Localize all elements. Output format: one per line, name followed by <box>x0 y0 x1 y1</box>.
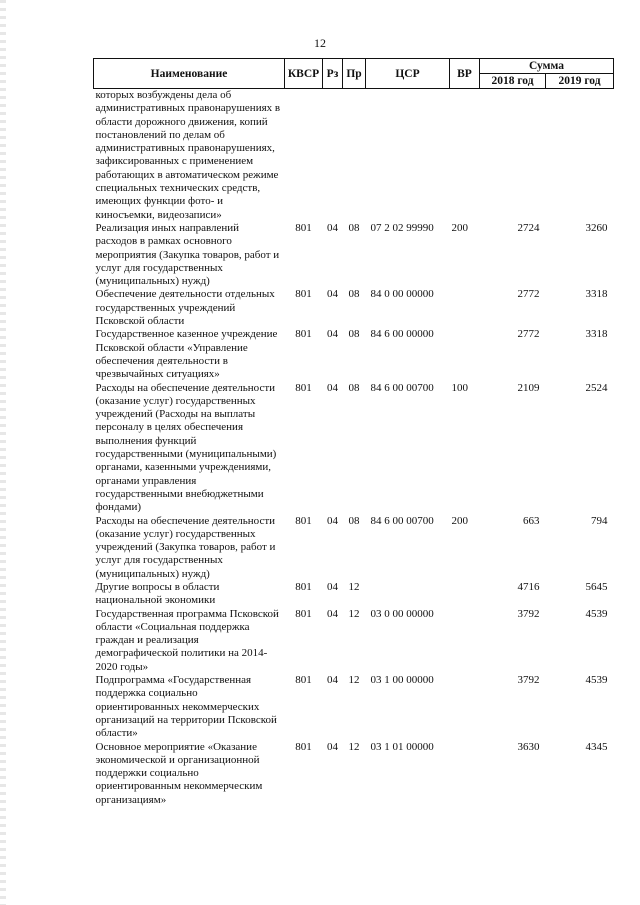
cell-vr <box>450 288 480 328</box>
cell-vr <box>450 608 480 674</box>
cell-name: Обеспечение деятельности отдельных государственных учреждений Псковской области <box>95 288 275 328</box>
cell-sum-2018: 2109 <box>517 381 540 394</box>
table-row <box>94 674 614 740</box>
header-year-2019: 2019 год <box>546 74 614 89</box>
cell-sum-2019: 4345 <box>585 740 608 753</box>
cell-rz: 04 <box>327 580 338 593</box>
cell-sum-2019: 3318 <box>585 288 608 301</box>
cell-csr: 07 2 02 99990 <box>370 221 434 234</box>
cell-name: Основное мероприятие «Оказание экономической и организационной поддержки социально ориентированным некоммерческим организациям» <box>95 740 263 806</box>
header-rz: Рз <box>323 59 343 89</box>
table-row <box>94 581 614 608</box>
cell-pr: 08 <box>348 288 360 301</box>
header-year-2018: 2018 год <box>480 74 546 89</box>
budget-table <box>93 58 614 807</box>
table-row <box>94 608 614 674</box>
cell-sum-2018: 3792 <box>517 674 540 687</box>
cell-sum-2018 <box>480 89 546 222</box>
cell-name: Реализация иных направлений расходов в рамках основного мероприятия (Закупка товаров, работ и услуг для государственных (муниципальных) нужд) <box>95 221 280 288</box>
header-name: Наименование <box>94 59 285 89</box>
table-row <box>94 741 614 807</box>
cell-sum-2018: 3792 <box>517 607 540 620</box>
table-body <box>94 89 614 808</box>
cell-rz: 04 <box>327 740 338 753</box>
cell-pr: 08 <box>348 221 360 234</box>
cell-vr <box>450 674 480 740</box>
cell-csr <box>366 581 450 608</box>
header-sum: Сумма <box>480 59 614 74</box>
cell-sum-2019: 4539 <box>585 607 608 620</box>
cell-sum-2019: 3318 <box>585 328 608 341</box>
cell-vr <box>450 741 480 807</box>
cell-sum-2018: 2772 <box>517 288 540 301</box>
cell-kvsr: 801 <box>295 288 312 301</box>
cell-pr <box>343 89 366 222</box>
cell-kvsr: 801 <box>295 328 312 341</box>
cell-csr: 84 6 00 00700 <box>370 514 434 527</box>
cell-vr: 200 <box>451 514 468 527</box>
cell-vr <box>450 328 480 381</box>
cell-rz <box>323 89 343 222</box>
cell-vr <box>450 581 480 608</box>
cell-name: Расходы на обеспечение деятельности (оказание услуг) государственных учреждений (Расходы на выплаты персоналу в целях обеспечения выполнения функций государственными (муниципальными) органами, казенными учреждениями, органами управления государственными внебюджетными фондами) <box>95 381 277 514</box>
cell-pr: 12 <box>348 580 360 593</box>
table-row <box>94 89 614 222</box>
cell-csr: 03 1 01 00000 <box>370 740 434 753</box>
cell-vr <box>450 89 480 222</box>
cell-csr: 03 0 00 00000 <box>370 607 434 620</box>
cell-kvsr: 801 <box>295 580 312 593</box>
cell-sum-2019: 2524 <box>585 381 608 394</box>
cell-kvsr <box>285 89 323 222</box>
cell-sum-2018: 2724 <box>517 221 540 234</box>
header-pr: Пр <box>343 59 366 89</box>
cell-name: Другие вопросы в области национальной экономики <box>95 580 220 607</box>
cell-pr: 12 <box>348 674 360 687</box>
header-vr: ВР <box>450 59 480 89</box>
table-row <box>94 515 614 581</box>
cell-csr: 03 1 00 00000 <box>370 674 434 687</box>
cell-kvsr: 801 <box>295 221 312 234</box>
cell-sum-2019: 5645 <box>585 580 608 593</box>
cell-pr: 08 <box>348 328 360 341</box>
cell-pr: 12 <box>348 607 360 620</box>
header-csr: ЦСР <box>366 59 450 89</box>
cell-kvsr: 801 <box>295 674 312 687</box>
cell-name: Государственная программа Псковской области «Социальная поддержка граждан и реализация демографической политики на 2014-2020 годы» <box>95 607 279 673</box>
header-kvsr: КВСР <box>285 59 323 89</box>
cell-kvsr: 801 <box>295 514 312 527</box>
cell-rz: 04 <box>327 674 338 687</box>
cell-rz: 04 <box>327 221 338 234</box>
table-row <box>94 382 614 515</box>
cell-name: Расходы на обеспечение деятельности (оказание услуг) государственных учреждений (Закупка товаров, работ и услуг для государственных (муниципальных) нужд) <box>95 514 276 580</box>
cell-csr <box>366 89 450 222</box>
cell-sum-2019: 4539 <box>585 674 608 687</box>
cell-pr: 08 <box>348 381 360 394</box>
cell-pr: 12 <box>348 740 360 753</box>
table-row <box>94 288 614 328</box>
cell-csr: 84 6 00 00000 <box>370 328 434 341</box>
cell-name: Государственное казенное учреждение Псковской области «Управление обеспечения деятельности в чрезвычайных ситуациях» <box>95 328 278 381</box>
cell-sum-2019: 794 <box>591 514 608 527</box>
page-number: 12 <box>314 36 326 50</box>
cell-csr: 84 6 00 00700 <box>370 381 434 394</box>
cell-name: которых возбуждены дела об административных правонарушениях в области дорожного движения, копий постановлений по делам об административных правонарушениях, зафиксированных с применением работающих в автоматическом режиме специальных технических средств, имеющих функции фото- и киносъемки, видеозаписи» <box>95 89 281 221</box>
cell-sum-2018: 663 <box>523 514 540 527</box>
cell-rz: 04 <box>327 607 338 620</box>
cell-rz: 04 <box>327 381 338 394</box>
cell-kvsr: 801 <box>295 607 312 620</box>
cell-kvsr: 801 <box>295 381 312 394</box>
cell-sum-2019 <box>546 89 614 222</box>
cell-sum-2018: 2772 <box>517 328 540 341</box>
cell-sum-2018: 3630 <box>517 740 540 753</box>
cell-pr: 08 <box>348 514 360 527</box>
cell-vr: 100 <box>451 381 468 394</box>
scan-margin-artifact <box>0 0 6 905</box>
cell-sum-2019: 3260 <box>585 221 608 234</box>
cell-name: Подпрограмма «Государственная поддержка социально ориентированных некоммерческих организаций на территории Псковской области» <box>95 674 277 740</box>
cell-vr: 200 <box>451 221 468 234</box>
table-row <box>94 328 614 381</box>
cell-rz: 04 <box>327 514 338 527</box>
cell-csr: 84 0 00 00000 <box>370 288 434 301</box>
cell-sum-2018: 4716 <box>517 580 540 593</box>
cell-kvsr: 801 <box>295 740 312 753</box>
cell-rz: 04 <box>327 288 338 301</box>
cell-rz: 04 <box>327 328 338 341</box>
table-row <box>94 222 614 288</box>
